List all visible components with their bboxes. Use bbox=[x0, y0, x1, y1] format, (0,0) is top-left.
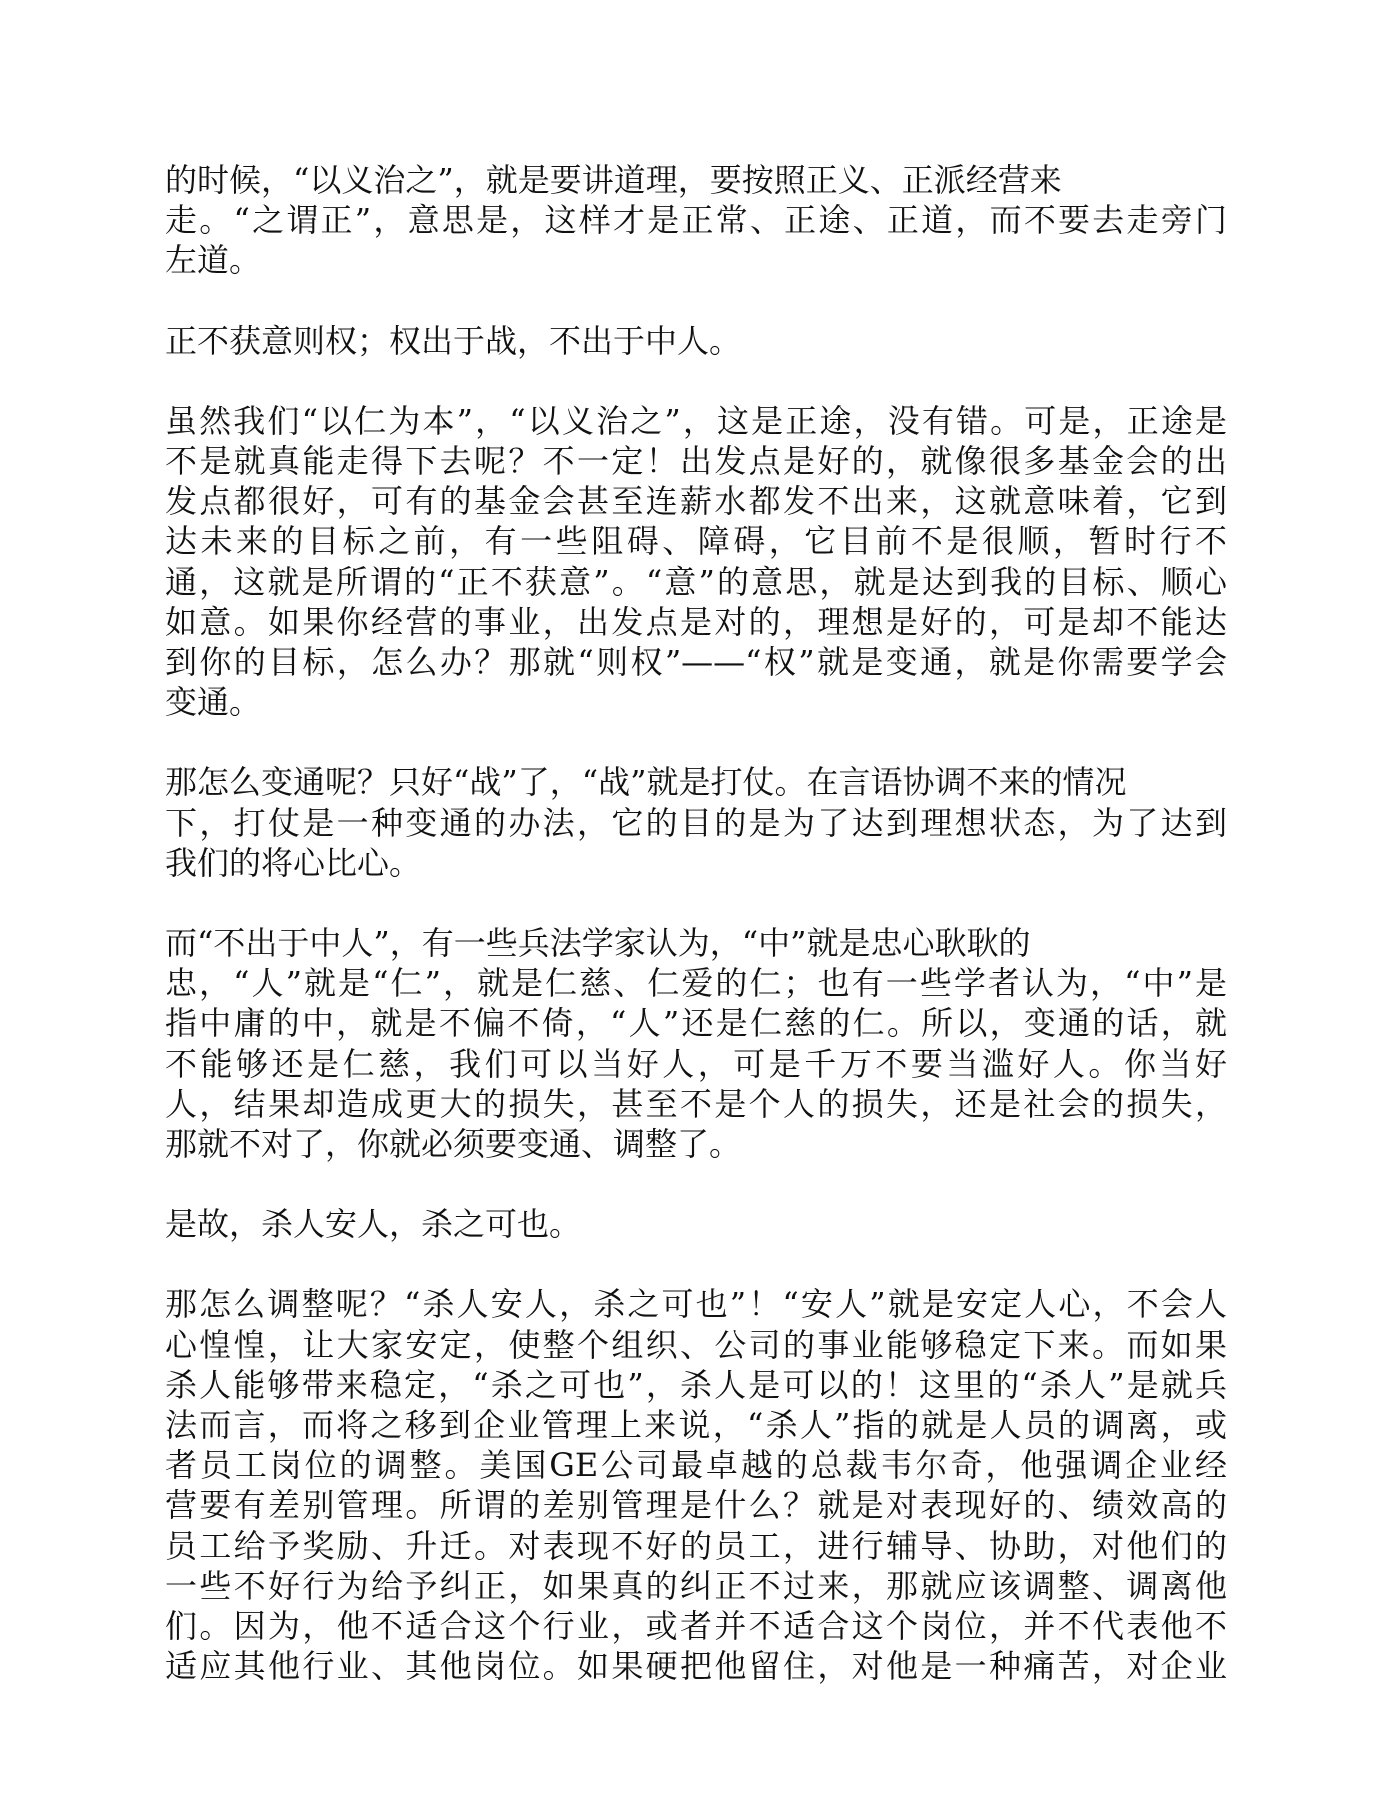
text-line: 指中庸的中，就是不偏不倚，“人”还是仁慈的仁。所以，变通的话，就 bbox=[165, 1004, 1227, 1043]
text-line: 营要有差别管理。所谓的差别管理是什么？就是对表现好的、绩效高的 bbox=[165, 1486, 1227, 1525]
text-line: 下，打仗是一种变通的办法，它的目的是为了达到理想状态，为了达到 bbox=[165, 803, 1227, 842]
text-line: 正不获意则权；权出于战，不出于中人。 bbox=[165, 321, 742, 360]
text-line: 那怎么调整呢？“杀人安人，杀之可也”！“安人”就是安定人心，不会人 bbox=[165, 1285, 1227, 1324]
text-line: 走。“之谓正”，意思是，这样才是正常、正途、正道，而不要去走旁门 bbox=[165, 201, 1227, 240]
paragraph-2 bbox=[165, 321, 1227, 361]
text-line: 忠，“人”就是“仁”，就是仁慈、仁爱的仁；也有一些学者认为，“中”是 bbox=[165, 964, 1227, 1003]
text-line: 到你的目标，怎么办？那就“则权”——“权”就是变通，就是你需要学会 bbox=[165, 643, 1227, 682]
text-line: 不能够还是仁慈，我们可以当好人，可是千万不要当滥好人。你当好 bbox=[165, 1044, 1227, 1083]
text-line: 不是就真能走得下去呢？不一定！出发点是好的，就像很多基金会的出 bbox=[165, 442, 1227, 481]
text-line: 者员工岗位的调整。美国GE公司最卓越的总裁韦尔奇，他强调企业经 bbox=[165, 1446, 1227, 1485]
text-line: 杀人能够带来稳定，“杀之可也”，杀人是可以的！这里的“杀人”是就兵 bbox=[165, 1365, 1227, 1404]
text-line: 发点都很好，可有的基金会甚至连薪水都发不出来，这就意味着，它到 bbox=[165, 482, 1227, 521]
text-line: 是故，杀人安人，杀之可也。 bbox=[165, 1205, 582, 1244]
document-page bbox=[165, 160, 1227, 1727]
text-line: 变通。 bbox=[165, 683, 262, 722]
text-line: 通，这就是所谓的“正不获意”。“意”的意思，就是达到我的目标、顺心 bbox=[165, 562, 1227, 601]
text-line: 们。因为，他不适合这个行业，或者并不适合这个岗位，并不代表他不 bbox=[165, 1607, 1227, 1646]
text-line: 法而言，而将之移到企业管理上来说，“杀人”指的就是人员的调离，或 bbox=[165, 1406, 1227, 1445]
paragraph-1 bbox=[165, 160, 1227, 281]
text-line: 我们的将心比心。 bbox=[165, 843, 422, 882]
text-line: 而“不出于中人”，有一些兵法学家认为，“中”就是忠心耿耿的 bbox=[165, 924, 1031, 963]
paragraph-5 bbox=[165, 923, 1227, 1164]
text-line: 心惶惶，让大家安定，使整个组织、公司的事业能够稳定下来。而如果 bbox=[165, 1325, 1227, 1364]
text-line: 适应其他行业、其他岗位。如果硬把他留住，对他是一种痛苦，对企业 bbox=[165, 1647, 1227, 1686]
text-line: 人，结果却造成更大的损失，甚至不是个人的损失，还是社会的损失， bbox=[165, 1084, 1227, 1123]
text-line: 那就不对了，你就必须要变通、调整了。 bbox=[165, 1125, 742, 1164]
text-line: 左道。 bbox=[165, 241, 262, 280]
text-line: 虽然我们“以仁为本”，“以义治之”，这是正途，没有错。可是，正途是 bbox=[165, 401, 1227, 440]
text-line: 员工给予奖励、升迁。对表现不好的员工，进行辅导、协助，对他们的 bbox=[165, 1526, 1227, 1565]
paragraph-3 bbox=[165, 401, 1227, 723]
text-line: 的时候，“以义治之”，就是要讲道理，要按照正义、正派经营来 bbox=[165, 161, 1062, 199]
text-line: 那怎么变通呢？只好“战”了，“战”就是打仗。在言语协调不来的情况 bbox=[165, 763, 1127, 802]
paragraph-7 bbox=[165, 1284, 1227, 1686]
paragraph-6 bbox=[165, 1204, 1227, 1244]
text-line: 达未来的目标之前，有一些阻碍、障碍，它目前不是很顺，暂时行不 bbox=[165, 522, 1227, 561]
paragraph-4 bbox=[165, 762, 1227, 883]
text-line: 一些不好行为给予纠正，如果真的纠正不过来，那就应该调整、调离他 bbox=[165, 1566, 1227, 1605]
text-line: 如意。如果你经营的事业，出发点是对的，理想是好的，可是却不能达 bbox=[165, 602, 1227, 641]
